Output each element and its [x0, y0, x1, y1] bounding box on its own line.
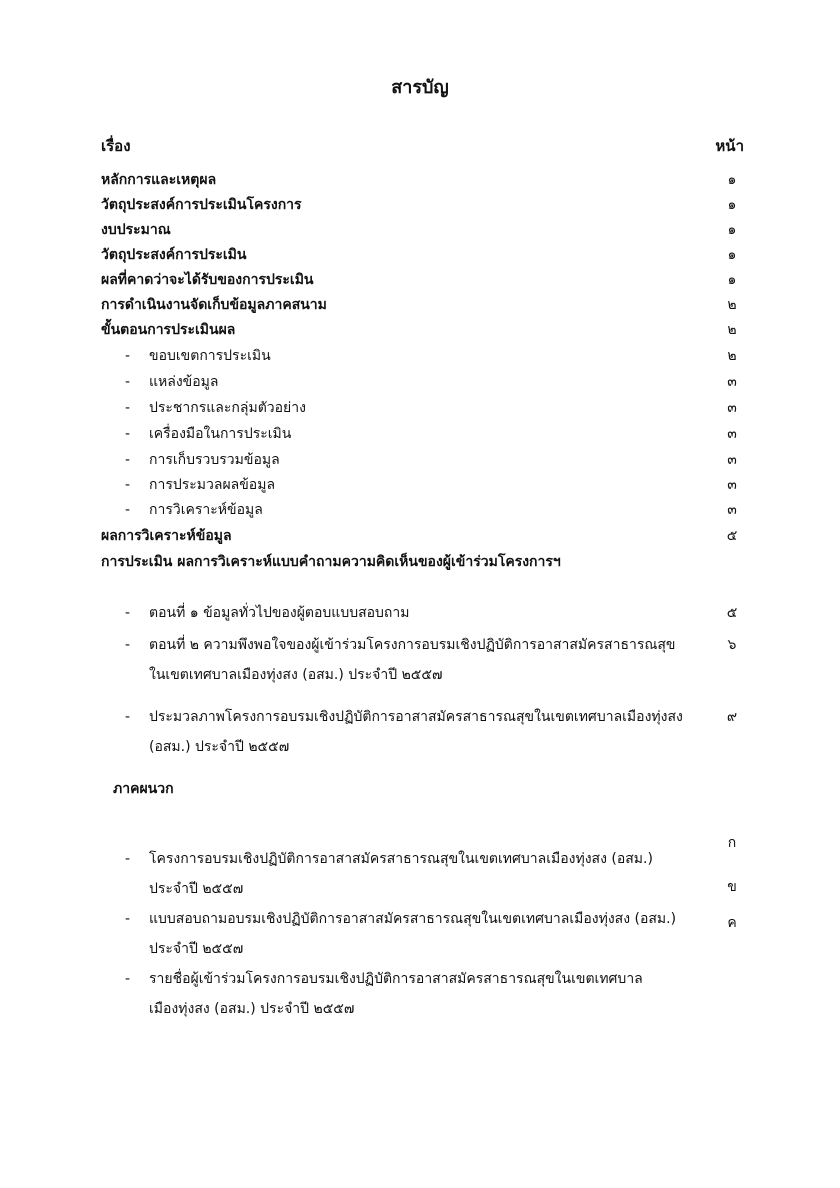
toc-subentry-text: แหล่งข้อมูล	[149, 374, 219, 390]
toc-subentry-text: การวิเคราะห์ข้อมูล	[149, 502, 263, 518]
bullet-dash: -	[125, 400, 131, 416]
toc-subentry	[101, 344, 742, 368]
bullet-dash: -	[125, 477, 131, 493]
toc-entry-page: ๑	[727, 172, 737, 188]
appendix-entry-text-continued: เมืองทุ่งสง (อสม.) ประจำปี ๒๕๕๗	[149, 1001, 355, 1017]
bullet-dash: -	[125, 851, 131, 867]
column-header-page: หน้า	[715, 137, 744, 155]
toc-entry-page: ๓	[727, 502, 737, 518]
toc-entry-page: ๓	[727, 452, 737, 468]
bullet-dash: -	[125, 709, 131, 725]
toc-entry	[101, 293, 742, 317]
toc-entry-text: การดำเนินงานจัดเก็บข้อมูลภาคสนาม	[101, 297, 327, 313]
toc-entry	[101, 168, 742, 192]
toc-entry-page: ๙	[726, 709, 738, 725]
appendix-entry-text-continued: ประจำปี ๒๕๕๗	[149, 881, 244, 897]
toc-subentry-text: การเก็บรวบรวมข้อมูล	[149, 452, 280, 468]
bullet-dash: -	[125, 426, 131, 442]
evaluation-heading-text: การประเมิน ผลการวิเคราะห์แบบคำถามความคิดเห็นของผู้เข้าร่วมโครงการฯ	[101, 554, 561, 570]
appendix-page-letter: ค	[727, 915, 737, 931]
bullet-dash: -	[125, 348, 131, 364]
toc-subentry	[101, 370, 742, 394]
appendix-entry-text: แบบสอบถามอบรมเชิงปฏิบัติการอาสาสมัครสาธารณสุขในเขตเทศบาลเมืองทุ่งสง (อสม.)	[149, 911, 677, 927]
bullet-dash: -	[125, 605, 131, 621]
bullet-dash: -	[125, 374, 131, 390]
toc-entry	[101, 318, 742, 342]
toc-entry-page: ๕	[726, 605, 738, 621]
toc-subentry	[101, 396, 742, 420]
toc-subentry	[101, 498, 742, 522]
toc-entry-page: ๓	[727, 400, 737, 416]
evaluation-entry-text: ตอนที่ ๑ ข้อมูลทั่วไปของผู้ตอบแบบสอบถาม	[149, 605, 410, 621]
column-header-topic: เรื่อง	[101, 137, 131, 155]
toc-entry-text: ขั้นตอนการประเมินผล	[101, 322, 236, 338]
toc-entry-page: ๒	[727, 322, 737, 338]
toc-entry-text: ผลที่คาดว่าจะได้รับของการประเมิน	[101, 272, 314, 288]
toc-entry-page: ๕	[726, 528, 738, 544]
appendix-page-letter: ก	[727, 835, 737, 851]
toc-entry-text: งบประมาณ	[101, 222, 171, 238]
toc-entry-page: ๑	[727, 247, 737, 263]
appendix-entry-text: รายชื่อผู้เข้าร่วมโครงการอบรมเชิงปฏิบัติการอาสาสมัครสาธารณสุขในเขตเทศบาล	[149, 971, 643, 987]
appendix-title: ภาคผนวก	[113, 781, 174, 797]
toc-entry-page: ๖	[727, 637, 737, 653]
evaluation-entry-text-continued: ในเขตเทศบาลเมืองทุ่งสง (อสม.) ประจำปี ๒๕๕๗	[149, 667, 443, 683]
evaluation-entry-text: ตอนที่ ๒ ความพึงพอใจของผู้เข้าร่วมโครงการอบรมเชิงปฏิบัติการอาสาสมัครสาธารณสุข	[149, 637, 676, 653]
toc-entry-page: ๒	[727, 297, 737, 313]
bullet-dash: -	[125, 452, 131, 468]
bullet-dash: -	[125, 971, 131, 987]
evaluation-entry-text-continued: (อสม.) ประจำปี ๒๕๕๗	[149, 739, 290, 755]
toc-subentry-text: เครื่องมือในการประเมิน	[149, 426, 292, 442]
appendix-entry-text-continued: ประจำปี ๒๕๕๗	[149, 941, 244, 957]
appendix-page-letter: ข	[727, 879, 737, 895]
bullet-dash: -	[125, 502, 131, 518]
page-title: สารบัญ	[391, 77, 449, 98]
toc-entry	[101, 268, 742, 292]
toc-entry-text: วัตถุประสงค์การประเมิน	[101, 247, 247, 263]
toc-subentry-text: ขอบเขตการประเมิน	[149, 348, 271, 364]
toc-subentry	[101, 448, 742, 472]
toc-entry	[101, 243, 742, 267]
evaluation-entry-text: ประมวลภาพโครงการอบรมเชิงปฏิบัติการอาสาสมัครสาธารณสุขในเขตเทศบาลเมืองทุ่งสง	[149, 709, 683, 725]
bullet-dash: -	[125, 911, 131, 927]
toc-subentry	[101, 422, 742, 446]
toc-entry-page: ๑	[727, 272, 737, 288]
toc-entry	[101, 218, 742, 242]
toc-entry-text: ผลการวิเคราะห์ข้อมูล	[101, 528, 232, 544]
evaluation-heading	[101, 550, 742, 574]
toc-subentry-text: ประชากรและกลุ่มตัวอย่าง	[149, 400, 306, 416]
toc-entry	[101, 524, 742, 548]
toc-subentry-text: การประมวลผลข้อมูล	[149, 477, 276, 493]
toc-entry-page: ๑	[727, 197, 737, 213]
toc-entry-page: ๒	[727, 348, 737, 364]
toc-entry-text: วัตถุประสงค์การประเมินโครงการ	[101, 197, 302, 213]
toc-subentry	[101, 473, 742, 497]
toc-entry-page: ๓	[727, 426, 737, 442]
toc-entry-page: ๑	[727, 222, 737, 238]
toc-entry-page: ๓	[727, 477, 737, 493]
toc-entry-page: ๓	[727, 374, 737, 390]
appendix-entry-text: โครงการอบรมเชิงปฏิบัติการอาสาสมัครสาธารณสุขในเขตเทศบาลเมืองทุ่งสง (อสม.)	[149, 851, 653, 867]
toc-entry	[101, 193, 742, 217]
bullet-dash: -	[125, 637, 131, 653]
toc-entry-text: หลักการและเหตุผล	[101, 172, 217, 188]
